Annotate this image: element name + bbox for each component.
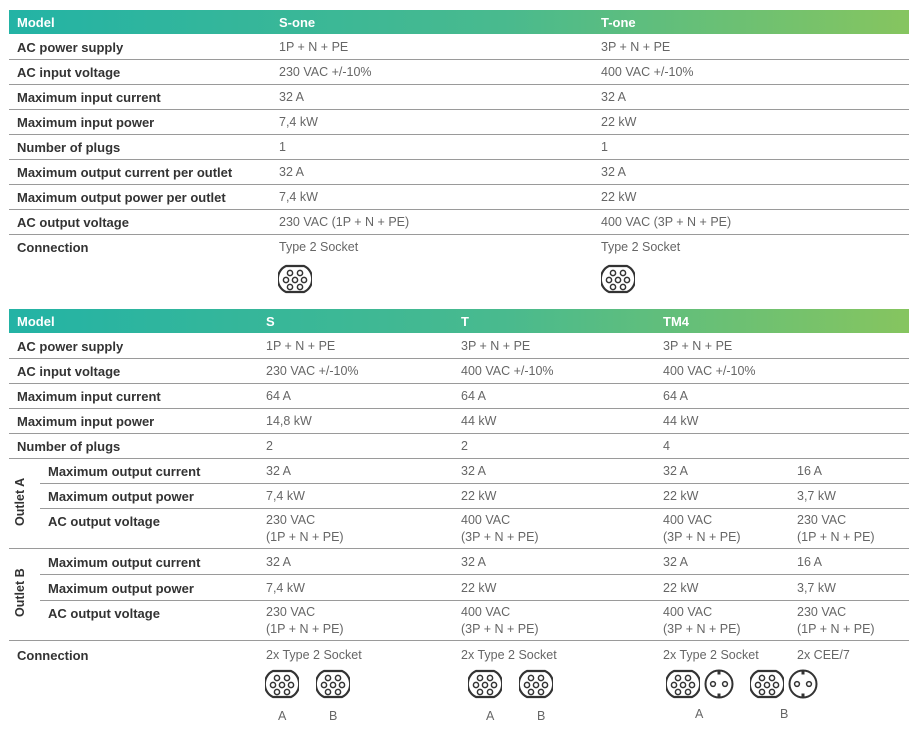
cell-value: 22 kW: [461, 489, 497, 503]
table-row: [9, 210, 909, 235]
cell-value: 44 kW: [663, 414, 699, 428]
cell-value: 22 kW: [663, 489, 699, 503]
type2-socket-icon: [750, 667, 784, 701]
cell-line: (1P + N + PE): [266, 622, 344, 636]
cell-value: 32 A: [461, 555, 487, 569]
row-label: AC power supply: [17, 40, 124, 55]
row-label: AC input voltage: [17, 364, 121, 379]
header-s: S: [266, 314, 275, 329]
row-label: AC power supply: [17, 339, 124, 354]
cell-line: 230 VAC: [797, 605, 847, 619]
cell-value: 400 VAC +/-10%: [601, 65, 694, 79]
type2-socket-icon: [666, 667, 700, 701]
cell-value: 32 A: [279, 165, 305, 179]
cell-value: 32 A: [601, 90, 627, 104]
table-row: [9, 85, 909, 110]
cell-value: [663, 512, 741, 546]
cell-value: 400 VAC +/-10%: [663, 364, 756, 378]
spec-table-two: [9, 309, 909, 729]
cell-value: [266, 604, 344, 638]
socket-label-a: A: [486, 709, 495, 723]
row-label: Maximum input current: [17, 90, 161, 105]
cell-value: [663, 604, 741, 638]
spec-table-one: [9, 10, 909, 300]
row-label: Maximum output power: [48, 489, 194, 504]
table-row: [9, 643, 909, 729]
row-label: AC input voltage: [17, 65, 121, 80]
cell-value: 3P + N + PE: [663, 339, 733, 353]
table-header: [9, 10, 909, 34]
socket-label-a: A: [278, 709, 287, 723]
table-row: [9, 434, 909, 459]
table-row: [9, 334, 909, 359]
cell-value: 1P + N + PE: [266, 339, 336, 353]
socket-label-b: B: [537, 709, 546, 723]
socket-label-a: A: [695, 707, 704, 721]
row-label: AC output voltage: [17, 215, 129, 230]
type2-socket-icon: [265, 667, 299, 701]
table-header: [9, 309, 909, 333]
cell-value: 3P + N + PE: [461, 339, 531, 353]
cell-value: 3P + N + PE: [601, 40, 671, 54]
table-row: [9, 409, 909, 434]
header-t: T: [461, 314, 469, 329]
cell-value: 64 A: [461, 389, 487, 403]
row-label: Maximum input power: [17, 115, 155, 130]
cell-value: 7,4 kW: [279, 115, 318, 129]
table-row: [9, 35, 909, 60]
outlet-a-title: Outlet A: [13, 477, 27, 526]
cell-value: Type 2 Socket: [601, 240, 681, 254]
cell-line: (3P + N + PE): [663, 530, 741, 544]
cell-value: 3,7 kW: [797, 489, 836, 503]
outlet-b-title: Outlet B: [13, 568, 27, 617]
cell-value: [266, 512, 344, 546]
cell-value: 1P + N + PE: [279, 40, 349, 54]
cell-value: Type 2 Socket: [279, 240, 359, 254]
cell-value: 2x Type 2 Socket: [663, 648, 759, 662]
header-t-one: T-one: [601, 15, 636, 30]
cell-value: 22 kW: [601, 190, 637, 204]
cell-line: 400 VAC: [461, 605, 511, 619]
cell-value: 22 kW: [601, 115, 637, 129]
cell-value: 1: [279, 140, 286, 154]
cell-value: 64 A: [663, 389, 689, 403]
cell-value: 32 A: [663, 464, 689, 478]
table-row: [40, 601, 909, 639]
cell-line: 400 VAC: [663, 605, 713, 619]
cell-value: 2x Type 2 Socket: [266, 648, 362, 662]
cell-value: 1: [601, 140, 608, 154]
cell-line: (3P + N + PE): [461, 622, 539, 636]
cell-value: 2: [266, 439, 273, 453]
table-row: [9, 384, 909, 409]
row-label: Connection: [17, 648, 89, 663]
cell-value: [461, 512, 539, 546]
header-tm4: TM4: [663, 314, 689, 329]
cell-value: 22 kW: [461, 581, 497, 595]
cell-value: [461, 604, 539, 638]
table-row: [9, 160, 909, 185]
cell-line: 400 VAC: [461, 513, 511, 527]
socket-label-b: B: [780, 707, 789, 721]
header-model: Model: [17, 314, 55, 329]
type2-socket-icon: [316, 667, 350, 701]
cell-value: 16 A: [797, 555, 823, 569]
cell-line: (3P + N + PE): [461, 530, 539, 544]
outlet-b-group: [9, 550, 909, 641]
cell-line: (3P + N + PE): [663, 622, 741, 636]
row-label: Number of plugs: [17, 140, 121, 155]
cell-value: 64 A: [266, 389, 292, 403]
type2-socket-icon: [468, 667, 502, 701]
cee7-socket-icon: [786, 667, 820, 701]
cee7-socket-icon: [702, 667, 736, 701]
cell-value: 22 kW: [663, 581, 699, 595]
cell-value: 400 VAC +/-10%: [461, 364, 554, 378]
cell-value: 7,4 kW: [279, 190, 318, 204]
row-label: AC output voltage: [48, 514, 160, 529]
table-row: [9, 135, 909, 160]
socket-label-b: B: [329, 709, 338, 723]
header-s-one: S-one: [279, 15, 316, 30]
table-row: [9, 110, 909, 135]
table-row: [9, 60, 909, 85]
cell-line: (1P + N + PE): [266, 530, 344, 544]
cell-value: 7,4 kW: [266, 581, 305, 595]
table-row: [40, 484, 909, 509]
row-label: Maximum output power per outlet: [17, 190, 226, 205]
row-label: Number of plugs: [17, 439, 121, 454]
table-row: [9, 235, 909, 295]
header-model: Model: [17, 15, 55, 30]
cell-line: (1P + N + PE): [797, 622, 875, 636]
row-label: Maximum output current: [48, 555, 201, 570]
row-label: Connection: [17, 240, 89, 255]
outlet-a-group: [9, 459, 909, 549]
cell-value: [797, 512, 875, 546]
cell-value: 2: [461, 439, 468, 453]
cell-value: 230 VAC (1P + N + PE): [279, 215, 410, 229]
type2-socket-icon: [278, 262, 312, 296]
cell-value: 32 A: [266, 464, 292, 478]
table-row: [40, 576, 909, 601]
row-label: Maximum input power: [17, 414, 155, 429]
row-label: Maximum output current per outlet: [17, 165, 233, 180]
type2-socket-icon: [519, 667, 553, 701]
cell-value: 44 kW: [461, 414, 497, 428]
table-row: [40, 550, 909, 575]
cell-value: 7,4 kW: [266, 489, 305, 503]
table-row: [40, 509, 909, 547]
cell-value: 400 VAC (3P + N + PE): [601, 215, 732, 229]
cell-line: 400 VAC: [663, 513, 713, 527]
cell-line: 230 VAC: [266, 605, 316, 619]
row-label: Maximum output power: [48, 581, 194, 596]
cell-value: 230 VAC +/-10%: [279, 65, 372, 79]
cell-line: 230 VAC: [797, 513, 847, 527]
row-label: Maximum input current: [17, 389, 161, 404]
cell-value: 14,8 kW: [266, 414, 312, 428]
row-label: AC output voltage: [48, 606, 160, 621]
cell-line: 230 VAC: [266, 513, 316, 527]
cell-line: (1P + N + PE): [797, 530, 875, 544]
cell-value: [797, 604, 875, 638]
cell-value: 32 A: [663, 555, 689, 569]
cell-value: 4: [663, 439, 670, 453]
table-row: [40, 459, 909, 484]
row-label: Maximum output current: [48, 464, 201, 479]
cell-value: 2x Type 2 Socket: [461, 648, 557, 662]
cell-value: 32 A: [461, 464, 487, 478]
cell-value: 16 A: [797, 464, 823, 478]
cell-value: 230 VAC +/-10%: [266, 364, 359, 378]
cell-value: 32 A: [279, 90, 305, 104]
cell-value: 32 A: [266, 555, 292, 569]
cell-value: 32 A: [601, 165, 627, 179]
table-row: [9, 185, 909, 210]
cell-value: 3,7 kW: [797, 581, 836, 595]
type2-socket-icon: [601, 262, 635, 296]
table-row: [9, 359, 909, 384]
cell-value: 2x CEE/7: [797, 648, 850, 662]
